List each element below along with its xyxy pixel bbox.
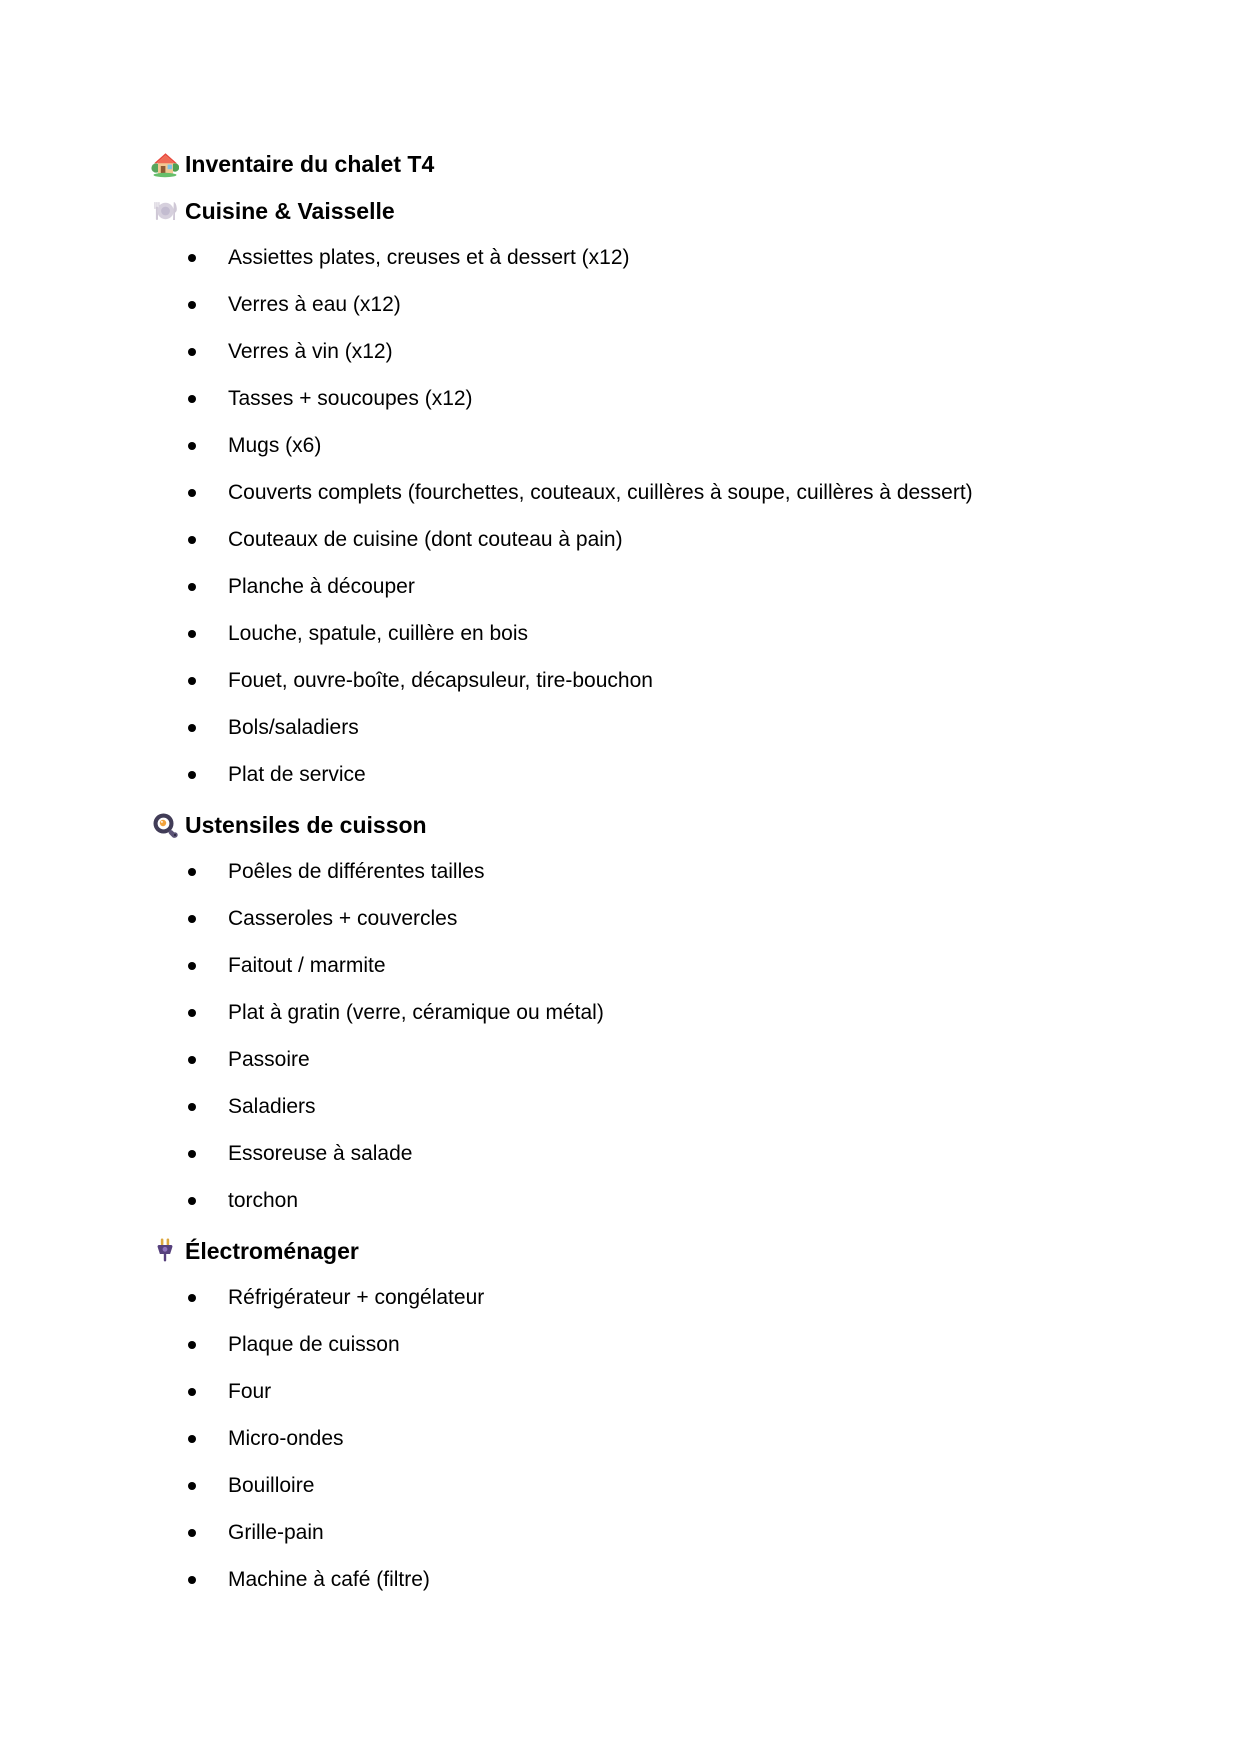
list-item: Couteaux de cuisine (dont couteau à pain) <box>228 528 1121 552</box>
list-item: Essoreuse à salade <box>228 1142 1121 1166</box>
list-item: Planche à découper <box>228 575 1121 599</box>
list-item: Plaque de cuisson <box>228 1333 1121 1357</box>
list-item: Tasses + soucoupes (x12) <box>228 387 1121 411</box>
list-item: Machine à café (filtre) <box>228 1568 1121 1592</box>
list-item: Plat à gratin (verre, céramique ou métal) <box>228 1001 1121 1025</box>
section-title-text: Ustensiles de cuisson <box>185 812 427 838</box>
cuisine-vaisselle-list <box>151 246 1121 787</box>
section-title-electromenager <box>151 1236 1121 1266</box>
list-item: torchon <box>228 1189 1121 1213</box>
list-item: Fouet, ouvre-boîte, décapsuleur, tire-bouchon <box>228 669 1121 693</box>
page-title <box>151 149 1121 179</box>
list-item: Réfrigérateur + congélateur <box>228 1286 1121 1310</box>
list-item: Verres à vin (x12) <box>228 340 1121 364</box>
list-item: Louche, spatule, cuillère en bois <box>228 622 1121 646</box>
frying-pan-with-egg-icon <box>151 811 179 839</box>
list-item: Verres à eau (x12) <box>228 293 1121 317</box>
house-with-garden-icon <box>151 150 179 178</box>
list-item: Poêles de différentes tailles <box>228 860 1121 884</box>
list-item: Passoire <box>228 1048 1121 1072</box>
electromenager-list <box>151 1286 1121 1592</box>
list-item: Bouilloire <box>228 1474 1121 1498</box>
list-item: Faitout / marmite <box>228 954 1121 978</box>
page-title-text: Inventaire du chalet T4 <box>185 151 435 177</box>
section-title-cuisine-vaisselle <box>151 196 1121 226</box>
list-item: Assiettes plates, creuses et à dessert (x12) <box>228 246 1121 270</box>
list-item: Micro-ondes <box>228 1427 1121 1451</box>
section-title-text: Électroménager <box>185 1238 359 1264</box>
list-item: Couverts complets (fourchettes, couteaux, cuillères à soupe, cuillères à dessert) <box>228 481 1121 505</box>
list-item: Saladiers <box>228 1095 1121 1119</box>
section-title-text: Cuisine & Vaisselle <box>185 198 395 224</box>
ustensiles-cuisson-list <box>151 860 1121 1213</box>
list-item: Four <box>228 1380 1121 1404</box>
list-item: Grille-pain <box>228 1521 1121 1545</box>
section-title-ustensiles-cuisson <box>151 810 1121 840</box>
list-item: Bols/saladiers <box>228 716 1121 740</box>
list-item: Mugs (x6) <box>228 434 1121 458</box>
fork-and-knife-with-plate-icon <box>151 197 179 225</box>
list-item: Plat de service <box>228 763 1121 787</box>
list-item: Casseroles + couvercles <box>228 907 1121 931</box>
electric-plug-icon <box>151 1237 179 1265</box>
